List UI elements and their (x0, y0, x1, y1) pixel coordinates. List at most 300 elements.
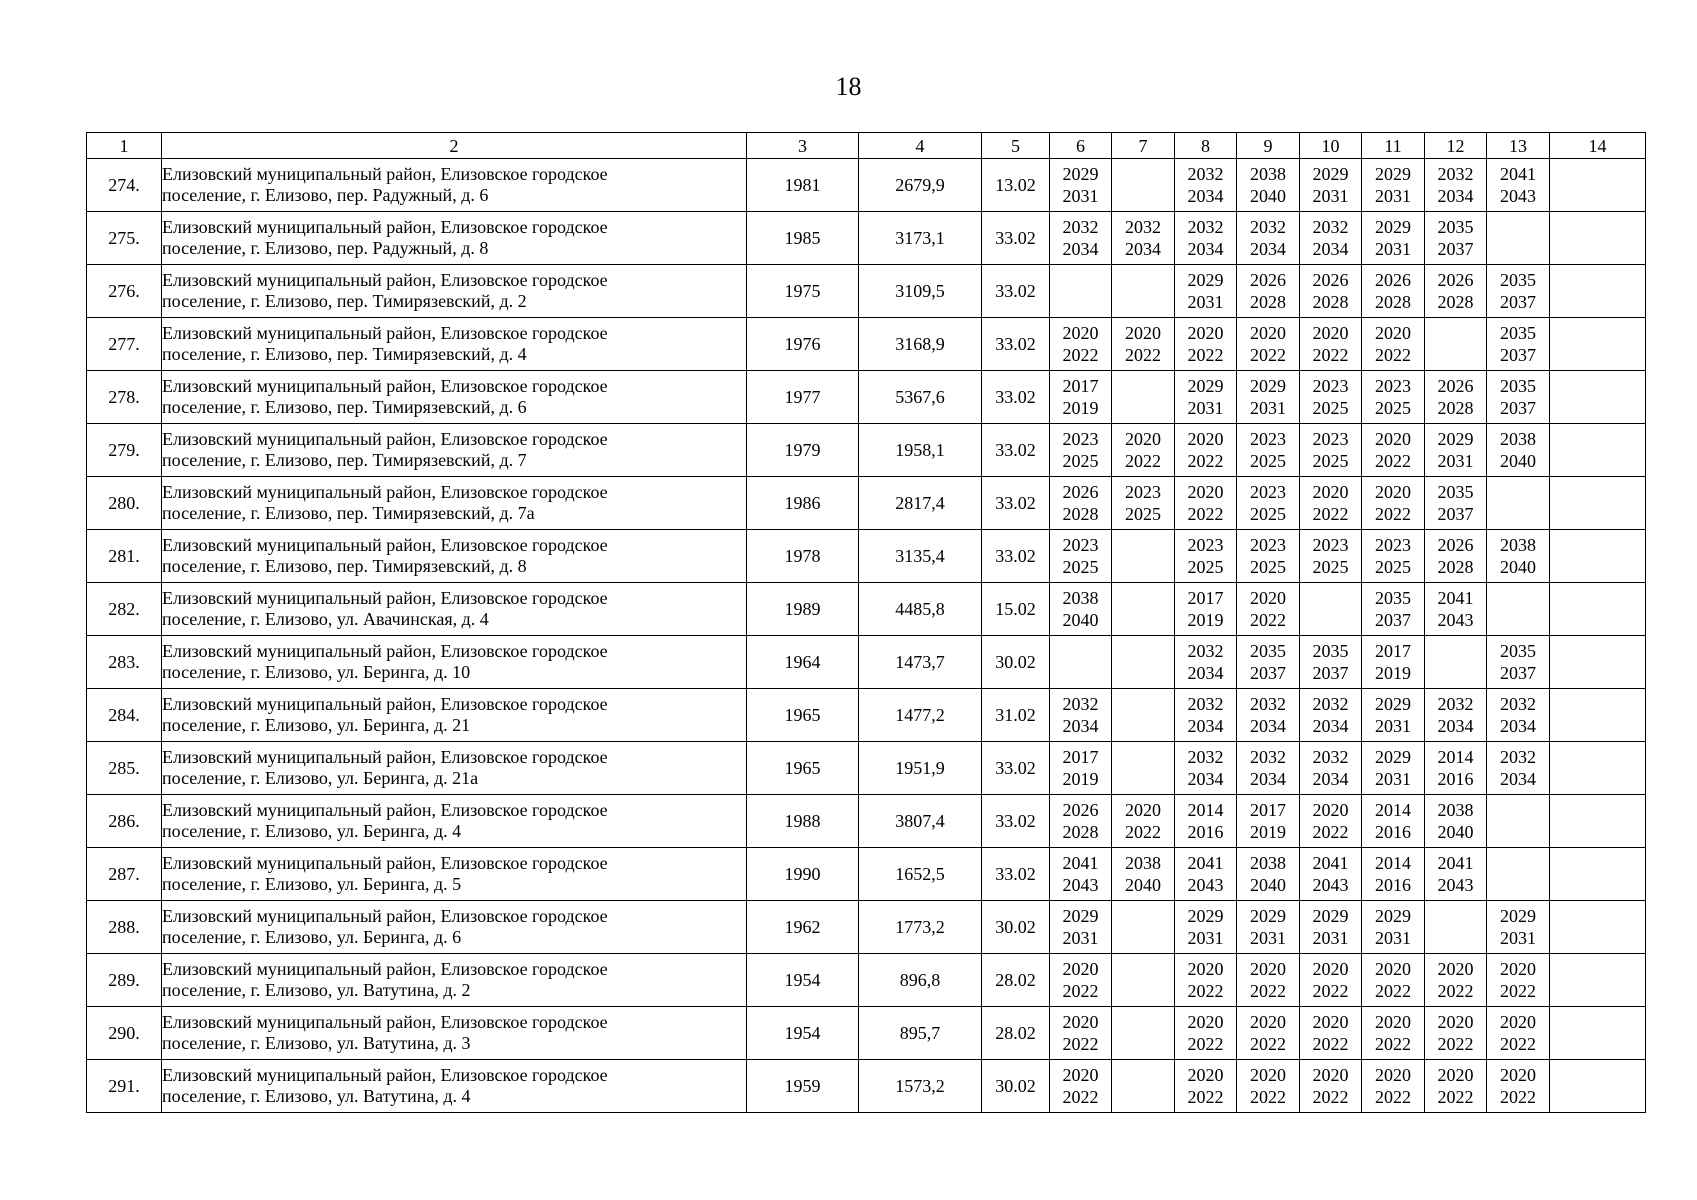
year-built-cell: 1965 (747, 742, 859, 795)
work-period-cell (1175, 1060, 1237, 1113)
work-period-cell (1237, 1060, 1300, 1113)
period-start-year: 2032 (1062, 694, 1099, 714)
work-period-cell (1237, 795, 1300, 848)
work-period-cell (1112, 265, 1175, 318)
work-period-cell (1300, 901, 1362, 954)
period-start-year: 2020 (1437, 1012, 1474, 1032)
work-period-cell (1237, 636, 1300, 689)
column-14-cell (1550, 1007, 1646, 1060)
work-period-cell (1362, 530, 1425, 583)
work-period-cell (1487, 954, 1550, 1007)
address-cell (162, 159, 747, 212)
period-end-year: 2043 (1500, 186, 1536, 206)
address-line: Елизовский муниципальный район, Елизовское городское (162, 906, 608, 926)
work-period-cell (1362, 583, 1425, 636)
period-end-year: 2019 (1187, 610, 1224, 630)
period-start-year (1112, 269, 1174, 291)
period-end-year: 2022 (1312, 504, 1349, 524)
work-period-cell (1050, 159, 1112, 212)
row-number-cell: 280. (87, 477, 162, 530)
period-start-year (1300, 587, 1361, 609)
period-end-year: 2016 (1437, 769, 1474, 789)
work-period-cell (1362, 477, 1425, 530)
work-period-cell (1362, 318, 1425, 371)
work-period-cell (1300, 371, 1362, 424)
area-cell: 3173,1 (859, 212, 982, 265)
period-start-year (1112, 375, 1174, 397)
period-end-year (1487, 503, 1549, 525)
period-start-year (1487, 216, 1549, 238)
period-end-year: 2043 (1062, 875, 1099, 895)
period-start-year: 2017 (1062, 376, 1099, 396)
work-period-cell (1362, 742, 1425, 795)
work-period-cell (1425, 424, 1487, 477)
period-start-year: 2020 (1375, 429, 1411, 449)
work-period-cell (1175, 742, 1237, 795)
period-end-year: 2034 (1187, 239, 1224, 259)
address-cell (162, 901, 747, 954)
work-period-cell (1300, 1007, 1362, 1060)
period-start-year (1112, 534, 1174, 556)
period-end-year: 2022 (1437, 1087, 1474, 1107)
period-start-year: 2023 (1062, 535, 1099, 555)
year-built-cell: 1981 (747, 159, 859, 212)
work-period-cell (1362, 212, 1425, 265)
period-end-year: 2022 (1187, 504, 1224, 524)
work-period-cell (1362, 265, 1425, 318)
work-period-cell (1425, 901, 1487, 954)
period-end-year: 2016 (1187, 822, 1224, 842)
period-end-year (1487, 609, 1549, 631)
year-built-cell: 1962 (747, 901, 859, 954)
period-end-year: 2025 (1312, 398, 1349, 418)
period-start-year: 2029 (1187, 906, 1224, 926)
work-period-cell (1112, 1060, 1175, 1113)
work-period-cell (1050, 1060, 1112, 1113)
period-end-year: 2034 (1250, 716, 1286, 736)
column-14-cell (1550, 1060, 1646, 1113)
period-end-year: 2034 (1187, 716, 1224, 736)
period-start-year: 2020 (1062, 1065, 1099, 1085)
period-end-year: 2019 (1062, 398, 1099, 418)
period-end-year: 2022 (1062, 345, 1099, 365)
address-cell (162, 954, 747, 1007)
work-period-cell (1112, 1007, 1175, 1060)
year-built-cell: 1954 (747, 1007, 859, 1060)
period-start-year: 2020 (1437, 959, 1474, 979)
column-14-cell (1550, 159, 1646, 212)
period-end-year: 2034 (1187, 186, 1224, 206)
period-end-year: 2022 (1250, 981, 1286, 1001)
address-line: поселение, г. Елизово, ул. Авачинская, д. 4 (162, 609, 489, 629)
period-end-year: 2016 (1375, 875, 1411, 895)
period-end-year: 2040 (1250, 875, 1286, 895)
address-line: Елизовский муниципальный район, Елизовское городское (162, 588, 608, 608)
work-period-cell (1487, 159, 1550, 212)
work-period-cell (1050, 1007, 1112, 1060)
work-period-cell (1237, 689, 1300, 742)
period-end-year: 2031 (1375, 928, 1411, 948)
period-start-year: 2020 (1375, 323, 1411, 343)
work-period-cell (1050, 477, 1112, 530)
code-cell: 30.02 (982, 1060, 1050, 1113)
work-period-cell (1362, 371, 1425, 424)
code-cell: 33.02 (982, 742, 1050, 795)
work-period-cell (1300, 1060, 1362, 1113)
period-start-year: 2020 (1125, 429, 1161, 449)
period-end-year: 2031 (1187, 928, 1224, 948)
period-end-year (1425, 927, 1486, 949)
address-cell (162, 1007, 747, 1060)
period-end-year: 2019 (1375, 663, 1411, 683)
period-end-year: 2022 (1187, 451, 1224, 471)
work-period-cell (1237, 583, 1300, 636)
year-built-cell: 1978 (747, 530, 859, 583)
code-cell: 30.02 (982, 901, 1050, 954)
period-start-year: 2038 (1500, 535, 1536, 555)
period-end-year: 2022 (1250, 345, 1286, 365)
period-end-year (1425, 344, 1486, 366)
year-built-cell: 1975 (747, 265, 859, 318)
period-start-year: 2020 (1312, 800, 1349, 820)
period-start-year: 2032 (1125, 217, 1161, 237)
work-period-cell (1425, 371, 1487, 424)
work-period-cell (1175, 265, 1237, 318)
period-start-year: 2035 (1312, 641, 1349, 661)
column-header: 6 (1050, 133, 1112, 159)
period-end-year: 2031 (1312, 928, 1349, 948)
period-start-year: 2023 (1250, 535, 1286, 555)
work-period-cell (1487, 477, 1550, 530)
work-period-cell (1300, 583, 1362, 636)
column-14-cell (1550, 689, 1646, 742)
address-cell (162, 795, 747, 848)
area-cell: 1473,7 (859, 636, 982, 689)
table-body (87, 159, 1646, 1113)
row-number-cell: 285. (87, 742, 162, 795)
area-cell: 2817,4 (859, 477, 982, 530)
period-end-year (1112, 185, 1174, 207)
table-row (87, 212, 1646, 265)
column-header: 4 (859, 133, 982, 159)
table-row (87, 1007, 1646, 1060)
period-start-year: 2026 (1375, 270, 1411, 290)
period-end-year: 2028 (1375, 292, 1411, 312)
work-period-cell (1050, 848, 1112, 901)
period-end-year: 2034 (1312, 769, 1349, 789)
period-start-year: 2020 (1250, 1012, 1286, 1032)
work-period-cell (1362, 954, 1425, 1007)
period-start-year (1050, 640, 1111, 662)
period-end-year: 2022 (1375, 1087, 1411, 1107)
work-period-cell (1175, 318, 1237, 371)
area-cell: 1477,2 (859, 689, 982, 742)
period-end-year: 2022 (1125, 451, 1161, 471)
period-end-year (1112, 662, 1174, 684)
address-line: Елизовский муниципальный район, Елизовское городское (162, 853, 608, 873)
column-14-cell (1550, 477, 1646, 530)
column-header: 1 (87, 133, 162, 159)
address-cell (162, 530, 747, 583)
work-period-cell (1300, 159, 1362, 212)
address-cell (162, 689, 747, 742)
work-period-cell (1300, 848, 1362, 901)
address-line: поселение, г. Елизово, ул. Беринга, д. 6 (162, 927, 462, 947)
address-line: поселение, г. Елизово, ул. Беринга, д. 5 (162, 874, 462, 894)
period-end-year: 2040 (1125, 875, 1161, 895)
work-period-cell (1175, 954, 1237, 1007)
period-end-year: 2031 (1062, 928, 1099, 948)
code-cell: 15.02 (982, 583, 1050, 636)
period-start-year: 2029 (1375, 747, 1411, 767)
period-start-year: 2029 (1250, 376, 1286, 396)
work-period-cell (1050, 901, 1112, 954)
period-start-year (1425, 322, 1486, 344)
work-period-cell (1362, 424, 1425, 477)
period-end-year (1487, 874, 1549, 896)
period-start-year: 2026 (1062, 482, 1099, 502)
table-row (87, 848, 1646, 901)
period-start-year: 2020 (1187, 482, 1224, 502)
work-period-cell (1362, 1007, 1425, 1060)
work-period-cell (1112, 159, 1175, 212)
work-period-cell (1237, 901, 1300, 954)
work-period-cell (1112, 530, 1175, 583)
period-start-year: 2032 (1187, 641, 1224, 661)
period-start-year: 2041 (1437, 588, 1474, 608)
period-start-year: 2029 (1250, 906, 1286, 926)
period-start-year: 2038 (1250, 164, 1286, 184)
work-period-cell (1050, 954, 1112, 1007)
period-end-year (1112, 556, 1174, 578)
column-header: 14 (1550, 133, 1646, 159)
work-period-cell (1425, 318, 1487, 371)
year-built-cell: 1965 (747, 689, 859, 742)
work-period-cell (1175, 848, 1237, 901)
work-period-cell (1425, 795, 1487, 848)
work-period-cell (1362, 848, 1425, 901)
table-row (87, 477, 1646, 530)
work-period-cell (1487, 636, 1550, 689)
work-period-cell (1175, 424, 1237, 477)
period-end-year: 2022 (1500, 1034, 1536, 1054)
work-period-cell (1112, 901, 1175, 954)
period-start-year: 2038 (1500, 429, 1536, 449)
work-period-cell (1425, 212, 1487, 265)
work-period-cell (1050, 424, 1112, 477)
column-14-cell (1550, 265, 1646, 318)
period-end-year: 2043 (1437, 875, 1474, 895)
period-end-year: 2016 (1375, 822, 1411, 842)
period-start-year: 2035 (1500, 323, 1536, 343)
period-end-year: 2025 (1062, 557, 1099, 577)
work-period-cell (1487, 689, 1550, 742)
period-start-year: 2017 (1187, 588, 1224, 608)
work-period-cell (1112, 318, 1175, 371)
year-built-cell: 1985 (747, 212, 859, 265)
period-start-year: 2035 (1250, 641, 1286, 661)
period-start-year: 2038 (1062, 588, 1099, 608)
period-end-year: 2022 (1312, 1034, 1349, 1054)
row-number-cell: 287. (87, 848, 162, 901)
period-start-year: 2020 (1187, 1065, 1224, 1085)
period-start-year (1487, 587, 1549, 609)
period-end-year: 2031 (1250, 928, 1286, 948)
period-end-year: 2022 (1375, 345, 1411, 365)
period-end-year: 2037 (1375, 610, 1411, 630)
work-period-cell (1425, 848, 1487, 901)
period-start-year: 2041 (1187, 853, 1224, 873)
period-start-year: 2029 (1062, 164, 1099, 184)
period-end-year: 2037 (1437, 504, 1474, 524)
work-period-cell (1112, 583, 1175, 636)
period-end-year: 2037 (1500, 663, 1536, 683)
period-end-year: 2022 (1437, 981, 1474, 1001)
page-number: 18 (835, 72, 862, 101)
work-period-cell (1425, 530, 1487, 583)
period-end-year: 2034 (1437, 186, 1474, 206)
work-period-cell (1050, 265, 1112, 318)
address-line: Елизовский муниципальный район, Елизовское городское (162, 376, 608, 396)
work-period-cell (1237, 742, 1300, 795)
work-period-cell (1300, 530, 1362, 583)
period-end-year: 2022 (1375, 451, 1411, 471)
period-start-year: 2020 (1312, 323, 1349, 343)
period-end-year: 2037 (1500, 292, 1536, 312)
year-built-cell: 1986 (747, 477, 859, 530)
work-period-cell (1050, 795, 1112, 848)
period-end-year: 2043 (1187, 875, 1224, 895)
work-period-cell (1487, 742, 1550, 795)
period-end-year (1300, 609, 1361, 631)
period-start-year: 2023 (1187, 535, 1224, 555)
address-line: поселение, г. Елизово, ул. Беринга, д. 21а (162, 768, 479, 788)
address-cell (162, 318, 747, 371)
housing-register-table (86, 132, 1646, 1113)
address-line: Елизовский муниципальный район, Елизовское городское (162, 1065, 608, 1085)
period-start-year: 2020 (1062, 1012, 1099, 1032)
period-start-year: 2032 (1187, 747, 1224, 767)
period-end-year (1112, 980, 1174, 1002)
address-cell (162, 212, 747, 265)
work-period-cell (1300, 954, 1362, 1007)
period-end-year: 2037 (1250, 663, 1286, 683)
work-period-cell (1487, 848, 1550, 901)
address-line: поселение, г. Елизово, ул. Ватутина, д. 2 (162, 980, 471, 1000)
code-cell: 33.02 (982, 530, 1050, 583)
column-header: 7 (1112, 133, 1175, 159)
work-period-cell (1300, 742, 1362, 795)
period-start-year (1050, 269, 1111, 291)
work-period-cell (1237, 212, 1300, 265)
period-end-year: 2022 (1437, 1034, 1474, 1054)
period-start-year: 2038 (1250, 853, 1286, 873)
code-cell: 33.02 (982, 371, 1050, 424)
address-cell (162, 636, 747, 689)
address-cell (162, 742, 747, 795)
work-period-cell (1487, 212, 1550, 265)
work-period-cell (1487, 424, 1550, 477)
period-start-year: 2041 (1437, 853, 1474, 873)
period-start-year: 2032 (1250, 747, 1286, 767)
period-end-year (1487, 821, 1549, 843)
period-start-year: 2026 (1437, 376, 1474, 396)
period-start-year: 2032 (1187, 217, 1224, 237)
address-line: поселение, г. Елизово, пер. Тимирязевский, д. 6 (162, 397, 527, 417)
work-period-cell (1050, 689, 1112, 742)
period-start-year: 2020 (1437, 1065, 1474, 1085)
work-period-cell (1425, 689, 1487, 742)
period-start-year: 2038 (1125, 853, 1161, 873)
period-start-year: 2032 (1437, 694, 1474, 714)
period-end-year: 2031 (1187, 398, 1224, 418)
work-period-cell (1487, 901, 1550, 954)
period-start-year: 2023 (1312, 535, 1349, 555)
code-cell: 28.02 (982, 1007, 1050, 1060)
work-period-cell (1425, 159, 1487, 212)
period-end-year (1112, 1086, 1174, 1108)
period-start-year: 2023 (1375, 535, 1411, 555)
work-period-cell (1175, 159, 1237, 212)
period-start-year: 2020 (1500, 1065, 1536, 1085)
table-row (87, 424, 1646, 477)
period-end-year: 2040 (1250, 186, 1286, 206)
period-end-year: 2031 (1437, 451, 1474, 471)
period-start-year: 2020 (1312, 482, 1349, 502)
period-start-year: 2020 (1125, 800, 1161, 820)
period-end-year: 2031 (1375, 769, 1411, 789)
year-built-cell: 1990 (747, 848, 859, 901)
period-start-year (1112, 905, 1174, 927)
period-start-year: 2023 (1125, 482, 1161, 502)
code-cell: 30.02 (982, 636, 1050, 689)
work-period-cell (1487, 530, 1550, 583)
period-start-year (1112, 640, 1174, 662)
period-start-year: 2020 (1375, 1065, 1411, 1085)
year-built-cell: 1977 (747, 371, 859, 424)
area-cell: 1951,9 (859, 742, 982, 795)
period-start-year: 2026 (1437, 535, 1474, 555)
code-cell: 33.02 (982, 477, 1050, 530)
row-number-cell: 288. (87, 901, 162, 954)
period-end-year: 2034 (1312, 239, 1349, 259)
address-cell (162, 424, 747, 477)
work-period-cell (1300, 795, 1362, 848)
period-start-year: 2020 (1250, 323, 1286, 343)
period-start-year: 2029 (1062, 906, 1099, 926)
period-end-year (1112, 397, 1174, 419)
work-period-cell (1425, 1007, 1487, 1060)
period-end-year: 2043 (1312, 875, 1349, 895)
period-end-year: 2025 (1312, 557, 1349, 577)
table-row (87, 530, 1646, 583)
period-start-year: 2035 (1437, 217, 1474, 237)
period-end-year: 2037 (1312, 663, 1349, 683)
period-start-year: 2041 (1062, 853, 1099, 873)
period-start-year: 2014 (1375, 800, 1411, 820)
period-end-year: 2034 (1312, 716, 1349, 736)
period-start-year: 2029 (1437, 429, 1474, 449)
area-cell: 895,7 (859, 1007, 982, 1060)
address-cell (162, 265, 747, 318)
year-built-cell: 1964 (747, 636, 859, 689)
period-start-year: 2029 (1500, 906, 1536, 926)
period-start-year: 2014 (1187, 800, 1224, 820)
period-start-year: 2023 (1250, 429, 1286, 449)
area-cell: 1773,2 (859, 901, 982, 954)
work-period-cell (1175, 1007, 1237, 1060)
period-start-year: 2014 (1437, 747, 1474, 767)
